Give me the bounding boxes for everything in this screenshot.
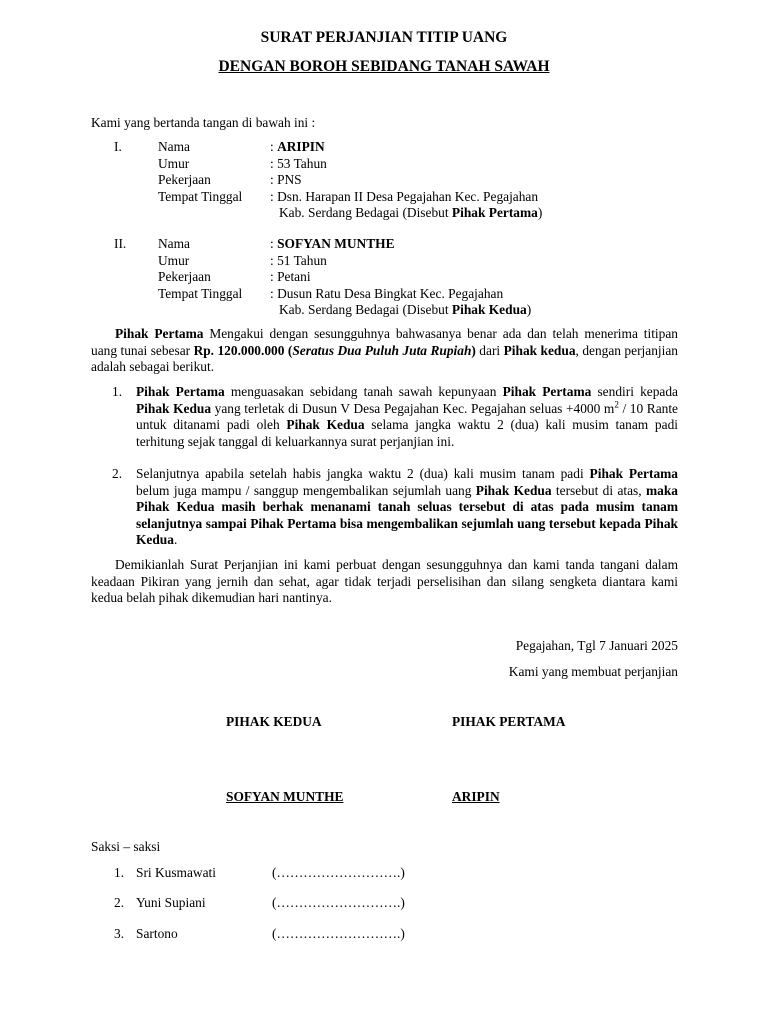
witness-name: Sri Kusmawati [136,865,216,880]
party-age-value: : 51 Tahun [270,252,327,268]
label-nama: Nama [158,236,190,251]
place-date: Pegajahan, Tgl 7 Januari 2025 [515,638,678,653]
witness-name: Sartono [136,926,178,941]
party-job-value: : PNS [270,172,302,187]
made-by-text: Kami yang membuat perjanjian [508,664,678,679]
party-first-block [114,139,714,222]
witness-row [114,926,405,943]
party-number: I. [114,139,122,154]
party-name-value: : SOFYAN MUNTHE [270,236,395,251]
witness-row [114,865,405,882]
label-tempat-tinggal: Tempat Tinggal [158,188,243,204]
clause-list-item [112,466,678,549]
document-subtitle: DENGAN BOROH SEBIDANG TANAH SAWAH [218,58,550,75]
label-umur: Umur [158,155,190,171]
party-address-line2: Kab. Serdang Bedagai (Disebut Pihak Pertama) [279,205,543,220]
signature-name-left: SOFYAN MUNTHE [226,789,344,804]
witness-number: 1. [114,865,125,880]
witness-signature-blank: (……………………….) [272,865,405,880]
party-second-block [114,236,714,319]
witness-heading: Saksi – saksi [91,839,161,854]
witness-signature-blank: (……………………….) [272,895,405,910]
signature-role-right: PIHAK PERTAMA [452,714,566,729]
label-nama: Nama [158,139,190,154]
witness-number: 3. [114,926,125,941]
label-pekerjaan: Pekerjaan [158,172,211,187]
party-age-value: : 53 Tahun [270,155,327,171]
party-job-value: : Petani [270,269,311,284]
clause-text: Pihak Pertama menguasakan sebidang tanah sawah kepunyaan Pihak Pertama sendiri kepada Pihak Kedua yang terletak di Dusun V Desa Pegajahan Kec. Pegajahan seluas +4000 $m^2 / 10$ Rante untuk ditanami padi oleh Pihak Kedua selama jangka waktu 2 (dua) kali musim tanam padi terhitung sejak tanggal di keluarkannya surat perjanjian ini. [136,384,679,449]
party-number: II. [114,236,127,251]
party-address-line2: Kab. Serdang Bedagai (Disebut Pihak Kedua) [279,302,532,317]
witness-name: Yuni Supiani [136,895,206,910]
closing-paragraph: Demikianlah Surat Perjanjian ini kami perbuat dengan sesungguhnya dan kami tanda tangani dalam keadaan Pikiran yang jernih dan sehat, agar tidak terjadi perselisihan dan silang sengketa diantara kami kedua belah pihak dikemudian hari nantinya. [91,557,678,605]
party-address-line1: : Dusun Ratu Desa Bingkat Kec. Pegajahan [270,285,504,301]
document-title: SURAT PERJANJIAN TITIP UANG [260,29,508,46]
signature-role-left: PIHAK KEDUA [226,714,322,729]
clause-number: 1. [112,384,123,399]
statement-paragraph: Pihak Pertama Mengakui dengan sesungguhnya bahwasanya benar ada dan telah menerima titipan uang tunai sebesar Rp. 120.000.000 (Seratus Dua Puluh Juta Rupiah) dari Pihak kedua, dengan perjanjian adalah sebagai berikut. [91,326,678,374]
witness-signature-blank: (……………………….) [272,926,405,941]
clause-text: Selanjutnya apabila setelah habis jangka waktu 2 (dua) kali musim tanam padi Pihak Pertama belum juga mampu / sanggup mengembalikan sejumlah uang Pihak Kedua tersebut di atas, maka Pihak Kedua masih berhak menanami tanah seluas tersebut di atas pada musim tanam selanjutnya sampai Pihak Pertama bisa mengembalikan sejumlah uang tersebut kepada Pihak Kedua. [136,466,678,547]
intro-text: Kami yang bertanda tangan di bawah ini : [91,115,316,130]
party-address-line1: : Dsn. Harapan II Desa Pegajahan Kec. Pegajahan [270,188,539,204]
clause-number: 2. [112,466,123,481]
label-tempat-tinggal: Tempat Tinggal [158,285,243,301]
clause-list-item [112,384,678,450]
label-umur: Umur [158,252,190,268]
label-pekerjaan: Pekerjaan [158,269,211,284]
party-name-value: : ARIPIN [270,139,325,154]
witness-row [114,895,405,912]
witness-number: 2. [114,895,125,910]
signature-name-right: ARIPIN [452,789,500,804]
